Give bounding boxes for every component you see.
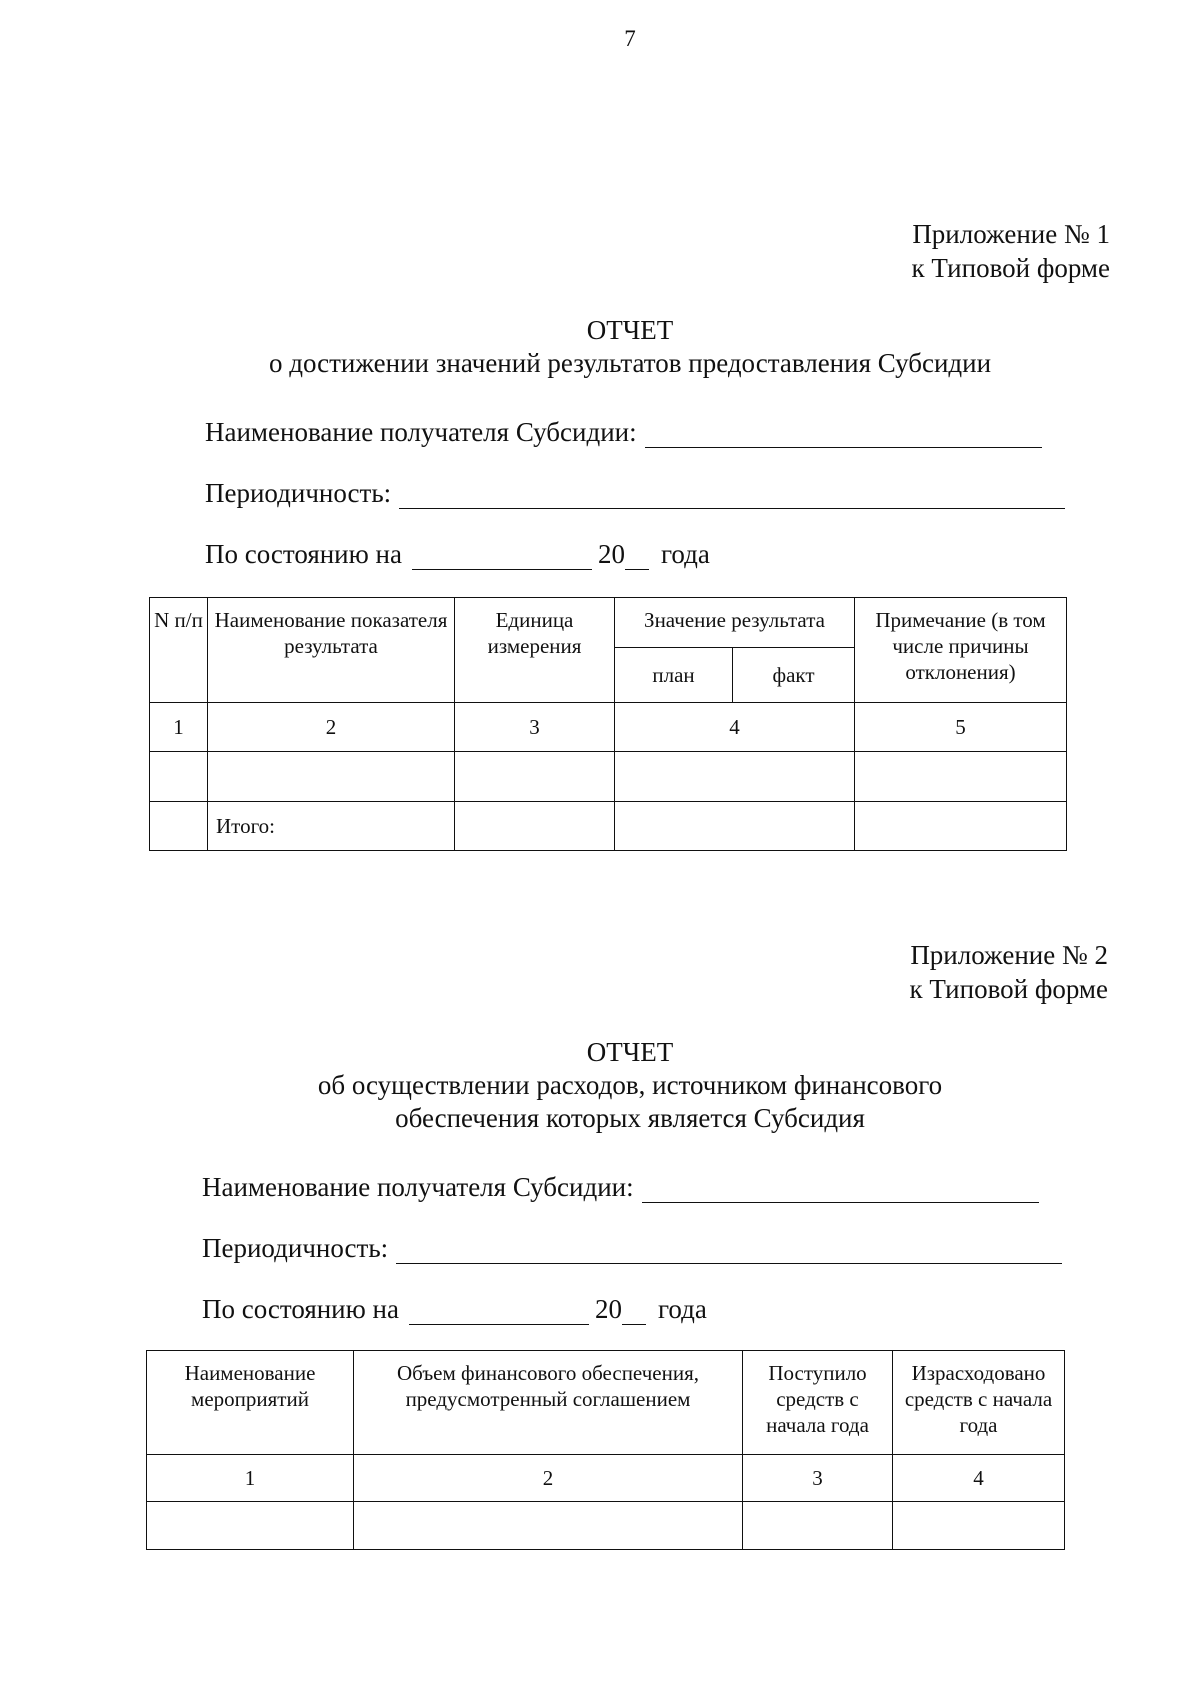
report-2-title-block (0, 1036, 1200, 1135)
total-row (150, 802, 1067, 851)
appendix-2-number: Приложение № 2 (910, 940, 1108, 970)
year-blank-line (622, 1300, 646, 1325)
expenses-table (146, 1350, 1065, 1550)
total-label: Итого: (208, 802, 455, 851)
report-2-periodicity-field (202, 1232, 1062, 1264)
column-number: 4 (893, 1455, 1065, 1502)
column-number: 5 (855, 703, 1067, 752)
periodicity-label: Периодичность: (205, 478, 392, 508)
year-prefix: 20 (595, 1294, 622, 1324)
year-word: года (658, 1294, 707, 1324)
date-blank-line (409, 1300, 589, 1325)
table-row (147, 1502, 1065, 1550)
report-1-periodicity-field (205, 477, 1065, 509)
periodicity-blank-line (399, 484, 1065, 509)
table-cell (354, 1502, 743, 1550)
page-number: 7 (624, 26, 636, 51)
appendix-2-reference: к Типовой форме (909, 974, 1108, 1004)
col-indicator-name-header: Наименование показателя результата (208, 598, 455, 703)
report-1-date-field (205, 538, 710, 570)
recipient-label: Наименование получателя Субсидии: (202, 1172, 634, 1202)
table-cell (615, 752, 855, 802)
appendix-1-header (911, 217, 1110, 285)
col-unit-header: Единица измерения (455, 598, 615, 703)
table-cell (147, 1502, 354, 1550)
col-fact-header: факт (733, 648, 855, 703)
year-prefix: 20 (598, 539, 625, 569)
column-number: 3 (743, 1455, 893, 1502)
col-number-header: N п/п (150, 598, 208, 703)
report-2-subtitle-line-2: обеспечения которых является Субсидия (395, 1103, 865, 1133)
recipient-blank-line (645, 423, 1042, 448)
table-cell (855, 802, 1067, 851)
report-2-date-field (202, 1293, 707, 1325)
column-number: 1 (147, 1455, 354, 1502)
report-2-title: ОТЧЕТ (586, 1037, 674, 1067)
column-numbers-row (147, 1455, 1065, 1502)
table-cell (455, 752, 615, 802)
as-of-label: По состоянию на (205, 539, 402, 569)
col-note-header: Примечание (в том числе причины отклонения) (855, 598, 1067, 703)
col-volume-header: Объем финансового обеспечения, предусмотренный соглашением (354, 1351, 743, 1455)
recipient-label: Наименование получателя Субсидии: (205, 417, 637, 447)
table-cell (455, 802, 615, 851)
appendix-1-number: Приложение № 1 (912, 219, 1110, 249)
appendix-2-header (909, 938, 1108, 1006)
report-1-title: ОТЧЕТ (586, 315, 674, 345)
column-number: 2 (354, 1455, 743, 1502)
report-1-title-block (0, 314, 1200, 380)
table-cell (743, 1502, 893, 1550)
table-cell (208, 752, 455, 802)
table-cell (615, 802, 855, 851)
col-plan-header: план (615, 648, 733, 703)
table-cell (893, 1502, 1065, 1550)
recipient-blank-line (642, 1178, 1039, 1203)
date-blank-line (412, 545, 592, 570)
column-number: 3 (455, 703, 615, 752)
col-result-value-header: Значение результата (615, 598, 855, 648)
periodicity-label: Периодичность: (202, 1233, 389, 1263)
report-1-recipient-field (205, 416, 1042, 448)
col-received-header: Поступило средств с начала года (743, 1351, 893, 1455)
table-cell (150, 752, 208, 802)
year-word: года (661, 539, 710, 569)
as-of-label: По состоянию на (202, 1294, 399, 1324)
appendix-1-reference: к Типовой форме (911, 253, 1110, 283)
column-number: 4 (615, 703, 855, 752)
report-2-recipient-field (202, 1171, 1039, 1203)
results-table (149, 597, 1067, 851)
table-row (150, 752, 1067, 802)
table-cell (855, 752, 1067, 802)
periodicity-blank-line (396, 1239, 1062, 1264)
report-1-subtitle: о достижении значений результатов предоставления Субсидии (268, 348, 992, 378)
column-number: 1 (150, 703, 208, 752)
column-numbers-row (150, 703, 1067, 752)
table-cell (150, 802, 208, 851)
col-spent-header: Израсходовано средств с начала года (893, 1351, 1065, 1455)
year-blank-line (625, 545, 649, 570)
column-number: 2 (208, 703, 455, 752)
report-2-subtitle-line-1: об осуществлении расходов, источником финансового (317, 1070, 943, 1100)
col-events-header: Наименование мероприятий (147, 1351, 354, 1455)
